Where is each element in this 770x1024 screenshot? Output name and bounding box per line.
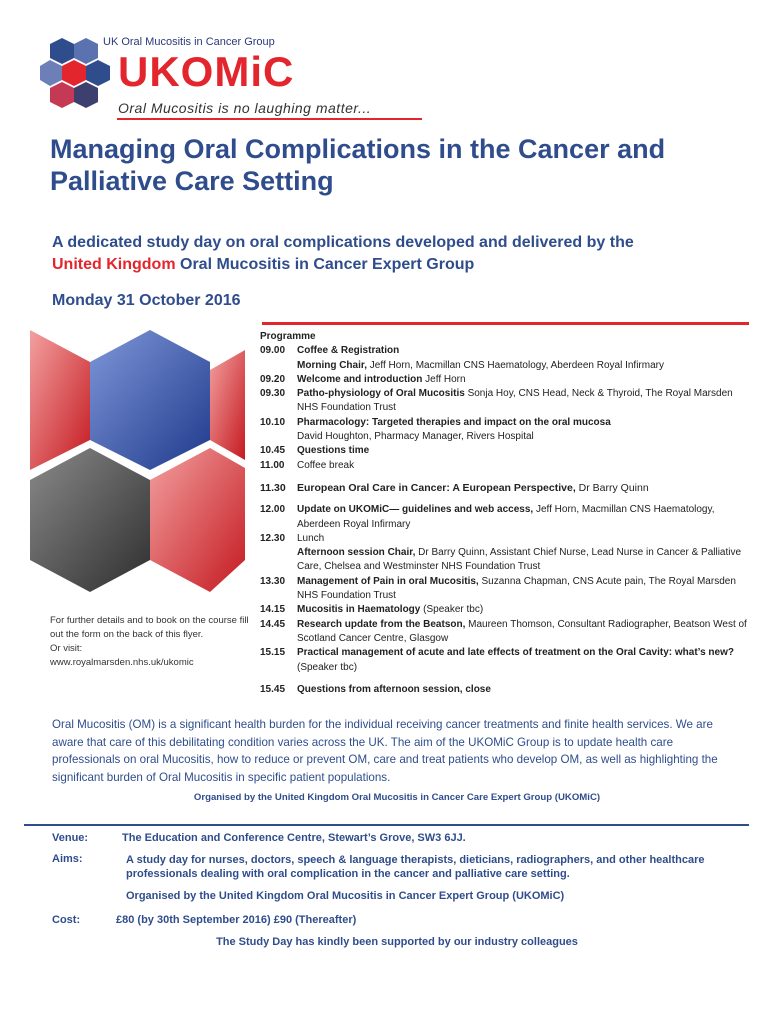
logo-group-name: UK Oral Mucositis in Cancer Group — [103, 36, 275, 48]
programme-title: Pharmacology: Targeted therapies and impact on the oral mucosa — [297, 416, 611, 428]
programme-item — [260, 575, 750, 604]
logo-name: UKOMiC — [118, 48, 295, 95]
programme-body — [297, 603, 750, 617]
programme-detail: Jeff Horn, Macmillan CNS Haematology, Aberdeen Royal Infirmary — [367, 359, 664, 371]
programme-time: 15.15 — [260, 647, 286, 659]
programme-detail: Sonja Hoy, CNS Head, Neck & Thyroid, The Royal Marsden NHS Foundation Trust — [297, 388, 733, 414]
further-details-text: For further details and to book on the course fill out the form on the back of this flyer. — [50, 615, 249, 640]
divider-blue — [24, 824, 749, 826]
decorative-cubes-graphic — [30, 330, 245, 610]
programme-body — [297, 459, 750, 473]
venue-value: The Education and Conference Centre, Stewart’s Grove, SW3 6JJ. — [122, 832, 466, 844]
programme-body — [297, 387, 750, 416]
programme-time: 10.10 — [260, 416, 286, 428]
aims-label: Aims: — [52, 853, 83, 865]
programme-title: Questions time — [297, 445, 370, 457]
programme-time: 09.20 — [260, 373, 286, 385]
logo-underline — [117, 118, 422, 120]
programme-time — [260, 359, 297, 373]
programme-body — [297, 503, 750, 532]
programme-detail: Suzanna Chapman, CNS Acute pain, The Royal Marsden NHS Foundation Trust — [297, 575, 736, 602]
organised-by-2: Organised by the United Kingdom Oral Mucositis in Cancer Expert Group (UKOMiC) — [126, 890, 565, 902]
programme-title: Afternoon session Chair, — [297, 547, 416, 559]
intro-paragraph: Oral Mucositis (OM) is a significant health burden for the individual receiving cancer treatments and finite health services. We are aware that care of this debilitating condition varies across the UK. The aim of the UKOMiC Group is to update health care professionals on oral Mucositis, how to reduce or prevent OM, care and treat patients who develop OM, as well as highlighting the significant burden of Oral Mucositis in specific patient populations. — [52, 718, 718, 784]
programme-title: Management of Pain in oral Mucositis, — [297, 575, 479, 587]
sponsor-note: The Study Day has kindly been supported by our industry colleagues — [216, 936, 578, 948]
programme-time: 14.15 — [260, 604, 286, 616]
programme-body — [297, 618, 750, 647]
programme-item — [260, 532, 750, 546]
programme-gap — [260, 495, 750, 503]
programme-title: Questions from afternoon session, close — [297, 683, 491, 695]
programme-list — [260, 344, 750, 697]
programme-body — [297, 344, 750, 358]
programme-body — [297, 444, 750, 458]
logo-tagline: Oral Mucositis is no laughing matter... — [118, 100, 372, 116]
aims-value: A study day for nurses, doctors, speech & language therapists, dieticians, radiographers, and other healthcare professionals dealing with oral complication in the cancer and palliative care setting. — [126, 854, 705, 880]
cost-label: Cost: — [52, 914, 81, 926]
programme-gap — [260, 675, 750, 683]
programme-gap — [260, 473, 750, 481]
programme-time: 11.00 — [260, 459, 285, 471]
programme-title: Practical management of acute and late effects of treatment on the Oral Cavity: what’s new? — [297, 647, 734, 659]
programme-item — [260, 459, 750, 473]
programme-item — [260, 546, 750, 575]
programme-item — [260, 646, 750, 675]
programme-body — [297, 416, 750, 445]
divider-red — [262, 322, 749, 325]
programme-detail: Dr Barry Quinn, Assistant Chief Nurse, Lead Nurse in Cancer & Palliative Care, Chelsea and Westminster NHS Foundation Trust — [297, 547, 742, 573]
programme-title: Update on UKOMiC— guidelines and web access, — [297, 504, 534, 516]
programme-detail: (Speaker tbc) — [297, 661, 358, 673]
programme-title: Patho-physiology of Oral Mucositis — [297, 388, 465, 400]
programme-item — [260, 359, 750, 373]
programme-time: 09.30 — [260, 388, 286, 400]
programme-detail: Jeff Horn, Macmillan CNS Haematology, Aberdeen Royal Infirmary — [297, 504, 715, 530]
programme — [260, 330, 750, 697]
programme-title: Coffee & Registration — [297, 345, 400, 357]
programme-title: European Oral Care in Cancer: A European Perspective, — [297, 481, 576, 494]
programme-heading: Programme — [260, 331, 316, 342]
further-details-url[interactable]: www.royalmarsden.nhs.uk/ukomic — [50, 657, 194, 668]
programme-body — [297, 683, 750, 697]
programme-item — [260, 373, 750, 387]
programme-item — [260, 444, 750, 458]
cost-value: £80 (by 30th September 2016) £90 (Thereafter) — [116, 914, 357, 926]
programme-body — [297, 359, 750, 373]
programme-item — [260, 416, 750, 445]
programme-title: Welcome and introduction — [297, 373, 423, 385]
subtitle-line1: A dedicated study day on oral complications developed and delivered by the — [52, 234, 634, 251]
programme-time: 10.45 — [260, 445, 286, 457]
programme-item — [260, 481, 750, 495]
organised-by: Organised by the United Kingdom Oral Mucositis in Cancer Care Expert Group (UKOMiC) — [193, 792, 601, 803]
programme-speaker: David Houghton, Pharmacy Manager, Rivers Hospital — [297, 431, 534, 443]
further-details-visit: Or visit: — [50, 643, 83, 654]
programme-body — [297, 481, 750, 495]
programme-time: 12.00 — [260, 504, 286, 516]
programme-title: Research update from the Beatson, — [297, 618, 466, 630]
programme-time: 11.30 — [260, 481, 286, 494]
programme-time: 15.45 — [260, 683, 286, 695]
programme-body — [297, 532, 750, 546]
venue-label: Venue: — [52, 832, 89, 844]
subtitle — [52, 232, 752, 276]
programme-time: 09.00 — [260, 345, 286, 357]
programme-item — [260, 683, 750, 697]
programme-item — [260, 387, 750, 416]
programme-detail: (Speaker tbc) — [420, 604, 484, 616]
programme-title: Mucositis in Haematology — [297, 604, 421, 616]
programme-body — [297, 546, 750, 575]
programme-item — [260, 344, 750, 358]
programme-body — [297, 646, 750, 675]
further-details — [50, 614, 250, 670]
programme-detail: Coffee break — [297, 459, 355, 471]
programme-title: Morning Chair, — [297, 359, 367, 371]
subtitle-line2: Oral Mucositis in Cancer Expert Group — [175, 256, 475, 273]
programme-detail: Jeff Horn — [422, 373, 466, 385]
programme-item — [260, 618, 750, 647]
programme-time: 13.30 — [260, 575, 286, 587]
programme-detail: Maureen Thomson, Consultant Radiographer, Beatson West of Scotland Cancer Centre, Glasgow — [297, 618, 747, 644]
page-title: Managing Oral Complications in the Cancer and Palliative Care Setting — [50, 134, 666, 196]
subtitle-highlight: United Kingdom — [52, 256, 176, 273]
programme-item — [260, 603, 750, 617]
programme-time: 14.45 — [260, 618, 286, 630]
programme-detail: Lunch — [297, 532, 325, 544]
programme-time — [260, 546, 297, 575]
event-date: Monday 31 October 2016 — [52, 292, 241, 309]
programme-body — [297, 575, 750, 604]
programme-time: 12.30 — [260, 532, 286, 544]
programme-item — [260, 503, 750, 532]
programme-detail: Dr Barry Quinn — [575, 481, 649, 494]
programme-body — [297, 373, 750, 387]
